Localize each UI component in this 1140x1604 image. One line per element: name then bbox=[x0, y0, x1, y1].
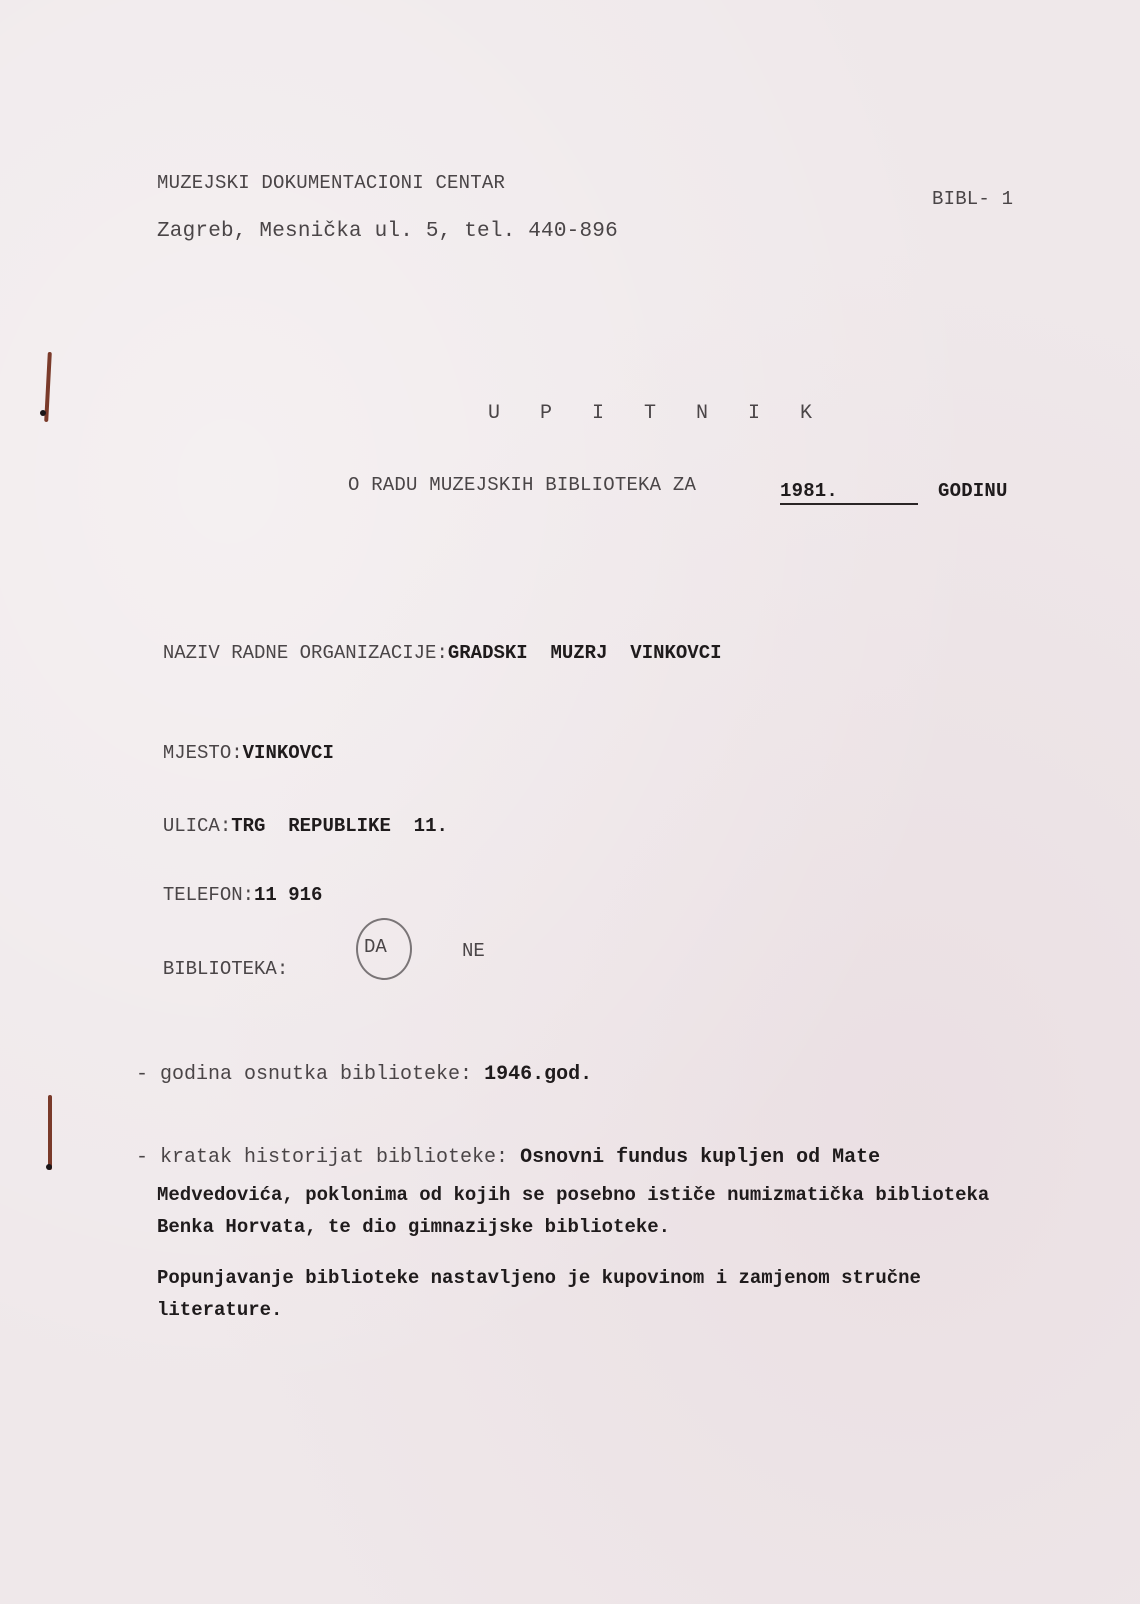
q2-label: - kratak historijat biblioteke: bbox=[136, 1146, 509, 1169]
field-ulica bbox=[140, 793, 448, 837]
question-history bbox=[136, 1146, 1036, 1169]
history-paragraph-2: Popunjavanje biblioteke nastavljeno je kupovinom i zamjenom stručne literature. bbox=[157, 1267, 921, 1321]
field-telefon bbox=[140, 862, 322, 906]
ulica-label: ULICA: bbox=[162, 815, 232, 837]
header-organization: MUZEJSKI DOKUMENTACIONI CENTAR bbox=[157, 172, 506, 194]
option-ne: NE bbox=[462, 940, 485, 962]
naziv-label: NAZIV RADNE ORGANIZACIJE: bbox=[162, 642, 448, 664]
field-mjesto bbox=[140, 720, 334, 764]
telefon-value: 11 916 bbox=[254, 884, 323, 906]
header-address: Zagreb, Mesnička ul. 5, tel. 440-896 bbox=[157, 220, 618, 243]
year-value: 1981. bbox=[780, 480, 918, 505]
history-paragraph-1: Medvedovića, poklonima od kojih se posebno ističe numizmatička biblioteka Benka Horvata, te dio gimnazijske biblioteke. bbox=[157, 1184, 990, 1238]
mjesto-label: MJESTO: bbox=[162, 742, 243, 764]
field-biblioteka bbox=[140, 936, 288, 980]
q1-label: - godina osnutka biblioteke: bbox=[136, 1063, 473, 1086]
option-da: DA bbox=[364, 936, 387, 958]
binder-dot-bottom bbox=[46, 1164, 52, 1170]
question-founding-year bbox=[136, 1063, 592, 1086]
document-subtitle: O RADU MUZEJSKIH BIBLIOTEKA ZA bbox=[348, 474, 697, 496]
ulica-value: TRG REPUBLIKE 11. bbox=[231, 815, 448, 837]
binder-dot-top bbox=[40, 410, 46, 416]
q2-value-start: Osnovni fundus kupljen od Mate bbox=[520, 1146, 881, 1169]
telefon-label: TELEFON: bbox=[162, 884, 255, 906]
document-title: U P I T N I K bbox=[488, 402, 827, 425]
mjesto-value: VINKOVCI bbox=[242, 742, 334, 764]
q1-value: 1946.god. bbox=[484, 1063, 593, 1086]
subtitle-suffix: GODINU bbox=[938, 480, 1008, 502]
field-naziv bbox=[140, 620, 722, 664]
biblioteka-label: BIBLIOTEKA: bbox=[162, 958, 289, 980]
form-code: BIBL- 1 bbox=[932, 188, 1014, 210]
binder-mark-bottom bbox=[48, 1095, 52, 1170]
naziv-value: GRADSKI MUZRJ VINKOVCI bbox=[447, 642, 722, 664]
